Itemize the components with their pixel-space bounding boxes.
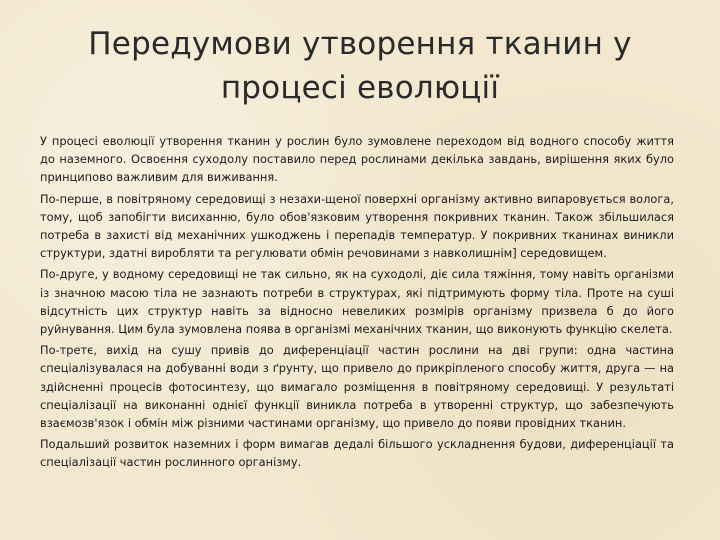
- paragraph-second: По-друге, у водному середовищі не так сильно, як на суходолі, діє сила тяжіння, тому навіть організми із значною масою тіла не зазнають потреби в структурах, які підтримують форму тіла. Проте на суші відсутність цих структур навіть за відносно невеликих розмірів організму призвела б до його руйнування. Цим була зумовлена поява в організмі механічних тканин, що виконують функцію скелета.: [40, 267, 674, 337]
- slide-body: [40, 132, 674, 475]
- paragraph-first: По-перше, в повітряному середовищі з незахи-щеної поверхні організму активно випаровується волога, тому, щоб запобігти висиханню, було обов'язковим утворення покривних тканин. Також збільшилася потреба в захисті від механічних ушкоджень і перепадів температур. У покривних тканинах виникли структури, здатні виробляти та регулювати обмін речовинами з навколишнім] середовищем.: [40, 191, 674, 261]
- paragraph-conclusion: Подальший розвиток наземних і форм вимагав дедалі більшого ускладнення будови, диференціації та спеціалізації частин рослинного організму.: [40, 437, 674, 470]
- slide-title: Передумови утворення тканин у процесі еволюції: [88, 26, 632, 106]
- paragraph-third: По-третє, вихід на сушу привів до диференціації частин рослини на дві групи: одна частина спеціалізувалася на добуванні води з ґрунту, що привело до прикріпленого способу життя, друга — на здійсненні процесів фотосинтезу, що вимагало розміщення в повітряному середовищі. У результаті спеціалізації на виконанні однієї функції виникла потреба в утворенні структур, що забезпечують взаємозв'язок і обмін між різними частинами організму, що привело до появи провідних тканин.: [40, 343, 674, 431]
- paragraph-intro: У процесі еволюції утворення тканин у рослин було зумовлене переходом від водного способу життя до наземного. Освоєння суходолу поставило перед рослинами декілька завдань, вирішення яких було принципово важливим для виживання.: [40, 134, 674, 185]
